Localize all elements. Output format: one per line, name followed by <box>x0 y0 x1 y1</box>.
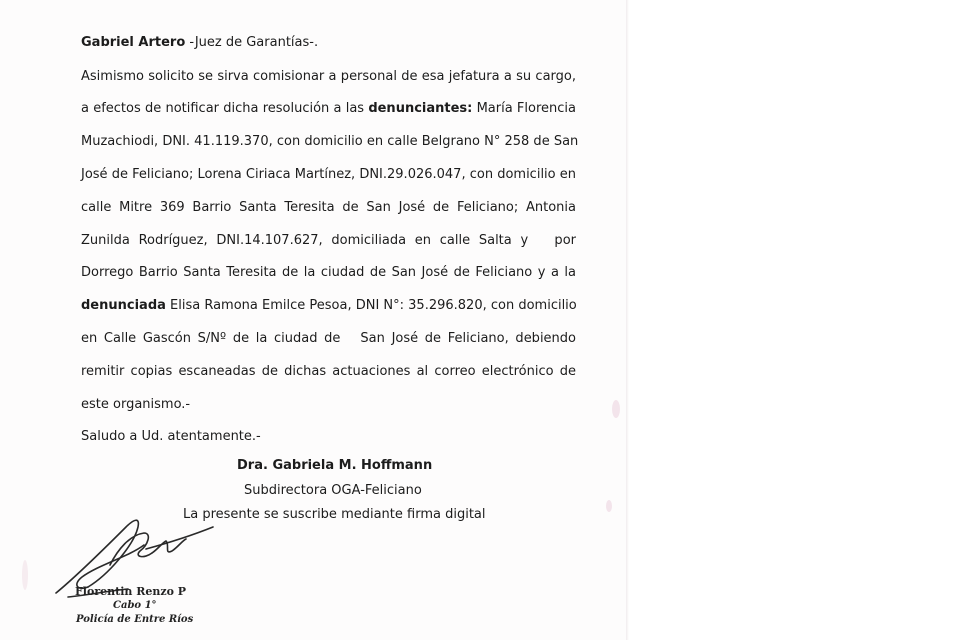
body-line-11: este organismo.- <box>81 397 191 412</box>
ink-stain <box>22 560 28 590</box>
body-line-10: remitir copias escaneadas de dichas actuaciones al correo electrónico de <box>81 364 576 379</box>
body-line-4: José de Feliciano; Lorena Ciriaca Martínez, DNI.29.026.047, con domicilio en <box>81 167 576 182</box>
signer-name: Dra. Gabriela M. Hoffmann <box>237 458 433 473</box>
addressee-name: Gabriel Artero <box>81 35 186 50</box>
digital-signature-note: La presente se suscribe mediante firma digital <box>183 507 486 522</box>
body-line-2 <box>81 101 576 117</box>
body-line-8 <box>81 298 576 314</box>
signer-title: Subdirectora OGA-Feliciano <box>244 483 422 498</box>
page-edge <box>626 0 629 640</box>
body-line-6: Zunilda Rodríguez, DNI.14.107.627, domiciliada en calle Salta y por <box>81 233 576 248</box>
body-line-2-text: a efectos de notificar dicha resolución a las <box>81 101 369 116</box>
addressee-role: -Juez de Garantías-. <box>185 35 319 50</box>
stamp-name: Florentin Renzo P <box>75 585 187 598</box>
stamp-rank: Cabo 1° <box>113 600 157 611</box>
body-line-7: Dorrego Barrio Santa Teresita de la ciudad de San José de Feliciano y a la <box>81 265 576 280</box>
ink-stain <box>612 400 620 418</box>
body-line-2-tail: María Florencia <box>472 101 576 116</box>
closing-line: Saludo a Ud. atentamente.- <box>81 429 261 444</box>
body-line-3: Muzachiodi, DNI. 41.119.370, con domicilio en calle Belgrano N° 258 de San <box>81 134 579 149</box>
body-line-1: Asimismo solicito se sirva comisionar a personal de esa jefatura a su cargo, <box>81 69 576 84</box>
denunciada-label: denunciada <box>81 298 166 313</box>
body-line-8-tail: Elisa Ramona Emilce Pesoa, DNI N°: 35.296.820, con domicilio <box>165 298 577 313</box>
addressee-line <box>81 35 318 51</box>
stamp-agency: Policía de Entre Ríos <box>76 614 194 625</box>
ink-stain <box>606 500 612 512</box>
denunciantes-label: denunciantes: <box>368 101 473 116</box>
body-line-9: en Calle Gascón S/Nº de la ciudad de San José de Feliciano, debiendo <box>81 331 576 346</box>
body-line-5: calle Mitre 369 Barrio Santa Teresita de San José de Feliciano; Antonia <box>81 200 576 215</box>
